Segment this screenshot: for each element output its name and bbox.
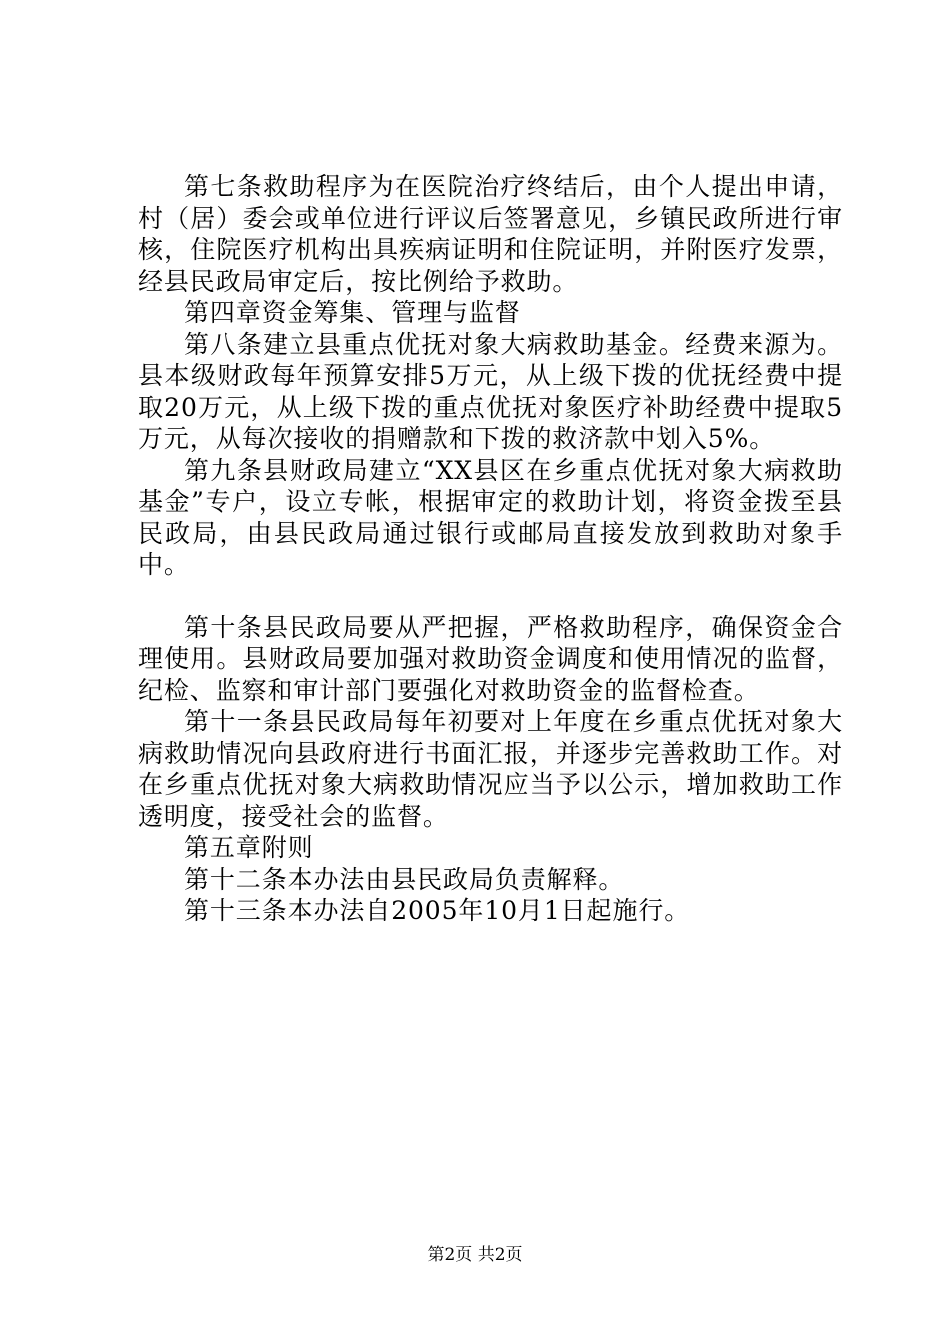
- article-9: 第九条县财政局建立“XX县区在乡重点优抚对象大病救助基金”专户，设立专帐，根据审定的救助计划，将资金拨至县民政局，由县民政局通过银行或邮局直接发放到救助对象手中。: [138, 455, 843, 579]
- document-body: [138, 171, 843, 927]
- article-13: 第十三条本办法自2005年10月1日起施行。: [184, 896, 691, 925]
- article-7: 第七条救助程序为在医院治疗终结后，由个人提出申请，村（居）委会或单位进行评议后签署意见，乡镇民政所进行审核，住院医疗机构出具疾病证明和住院证明，并附医疗发票，经县民政局审定后，按比例给予救助。: [138, 172, 843, 296]
- page-number-total: 共2页: [477, 1245, 523, 1265]
- chapter-5-heading: 第五章附则: [184, 833, 314, 862]
- chapter-4-heading: 第四章资金筹集、管理与监督: [184, 298, 521, 327]
- article-12: 第十二条本办法由县民政局负责解释。: [184, 864, 625, 894]
- page-number-current: 第2页: [427, 1245, 473, 1265]
- article-11: 第十一条县民政局每年初要对上年度在乡重点优抚对象大病救助情况向县政府进行书面汇报，并逐步完善救助工作。对在乡重点优抚对象大病救助情况应当予以公示，增加救助工作透明度，接受社会的监督。: [138, 707, 843, 831]
- article-10: 第十条县民政局要从严把握，严格救助程序，确保资金合理使用。县财政局要加强对救助资金调度和使用情况的监督，纪检、监察和审计部门要强化对救助资金的监督检查。: [138, 612, 843, 705]
- article-8: 第八条建立县重点优抚对象大病救助基金。经费来源为。县本级财政每年预算安排5万元，从上级下拨的优抚经费中提取20万元，从上级下拨的重点优抚对象医疗补助经费中提取5万元，从每次接收的捐赠款和下拨的救济款中划入5%。: [138, 329, 843, 453]
- paragraph-gap: [138, 581, 843, 612]
- page-footer: [0, 1244, 950, 1266]
